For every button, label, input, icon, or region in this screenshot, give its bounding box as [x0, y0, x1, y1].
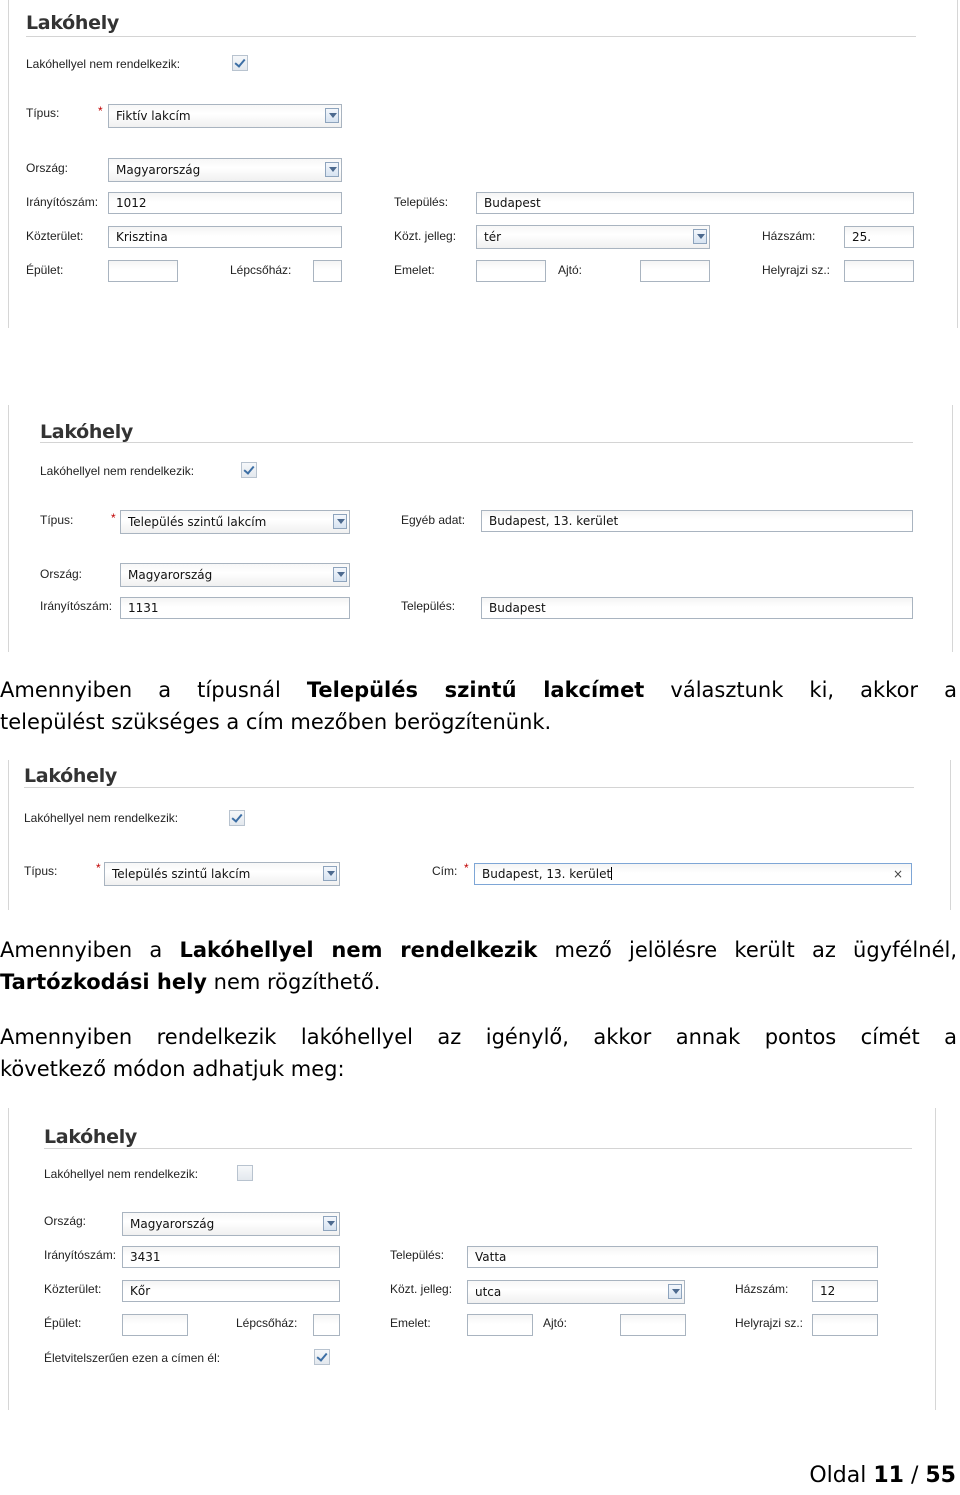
required-mark: * — [464, 861, 469, 875]
building-label: Épület: — [26, 263, 64, 277]
zip-input[interactable]: 1012 — [108, 192, 342, 214]
chevron-down-icon[interactable] — [668, 1284, 682, 1299]
other-data-input[interactable]: Budapest, 13. kerület — [481, 510, 913, 532]
type-select[interactable] — [120, 510, 350, 534]
address-input-value: Budapest, 13. kerület — [482, 867, 612, 881]
lot-label: Helyrajzi sz.: — [762, 263, 831, 277]
bold-term: Tartózkodási hely — [0, 970, 207, 994]
close-icon[interactable]: × — [892, 867, 903, 881]
frame-right-border — [952, 405, 953, 652]
city-input[interactable]: Budapest — [481, 597, 913, 619]
zip-input[interactable]: 1131 — [120, 597, 350, 619]
text-run: Amennyiben a típusnál — [0, 678, 307, 702]
section-title: Lakóhely — [24, 765, 118, 787]
title-divider — [24, 787, 914, 788]
type-label: Típus: — [26, 106, 60, 120]
country-select[interactable] — [120, 563, 350, 587]
no-residence-label: Lakóhellyel nem rendelkezik: — [26, 57, 181, 71]
street-type-select[interactable] — [467, 1280, 685, 1304]
city-label: Település: — [401, 599, 456, 613]
paragraph-telepules-szintu — [0, 674, 957, 738]
lot-input[interactable] — [812, 1314, 878, 1336]
street-type-label: Közt. jelleg: — [390, 1282, 453, 1296]
door-input[interactable] — [640, 260, 710, 282]
frame-left-border — [8, 1108, 9, 1410]
bold-term: Lakóhellyel nem rendelkezik — [179, 938, 538, 962]
floor-input[interactable] — [476, 260, 546, 282]
lives-here-checkbox[interactable] — [314, 1349, 330, 1365]
chevron-down-icon[interactable] — [323, 866, 337, 881]
country-label: Ország: — [26, 161, 69, 175]
chevron-down-icon[interactable] — [323, 1216, 337, 1231]
chevron-down-icon[interactable] — [333, 514, 347, 529]
country-select[interactable] — [108, 158, 342, 182]
paragraph-line — [0, 934, 957, 966]
title-divider — [40, 442, 913, 443]
frame-left-border — [8, 760, 9, 910]
bold-term: Település szintű lakcímet — [306, 678, 645, 702]
country-label: Ország: — [40, 567, 83, 581]
staircase-label: Lépcsőház: — [230, 263, 292, 277]
street-label: Közterület: — [44, 1282, 102, 1296]
street-label: Közterület: — [26, 229, 84, 243]
door-label: Ajtó: — [543, 1316, 568, 1330]
address-input[interactable] — [474, 863, 912, 885]
street-input[interactable]: Krisztina — [108, 226, 342, 248]
country-select-value: Magyarország — [130, 1217, 215, 1231]
footer-separator: / — [903, 1463, 926, 1488]
no-residence-label: Lakóhellyel nem rendelkezik: — [44, 1167, 199, 1181]
text-run: nem rögzíthető. — [206, 970, 381, 994]
paragraph-line: települést szükséges a cím mezőben berögzítenünk. — [0, 710, 552, 734]
lot-input[interactable] — [844, 260, 914, 282]
type-select-value: Fiktív lakcím — [116, 109, 191, 123]
country-label: Ország: — [44, 1214, 87, 1228]
chevron-down-icon[interactable] — [333, 567, 347, 582]
country-select-value: Magyarország — [128, 568, 213, 582]
city-label: Település: — [394, 195, 449, 209]
type-label: Típus: — [40, 513, 74, 527]
no-residence-checkbox[interactable] — [229, 810, 245, 826]
staircase-input[interactable] — [313, 260, 342, 282]
text-run: választunk ki, akkor a — [644, 678, 957, 702]
section-title: Lakóhely — [26, 12, 120, 34]
floor-label: Emelet: — [394, 263, 435, 277]
door-input[interactable] — [620, 1314, 686, 1336]
paragraph-line: Amennyiben rendelkezik lakóhellyel az igénylő, akkor annak pontos címét a — [0, 1025, 957, 1049]
page-number: 11 — [873, 1463, 904, 1488]
frame-right-border — [957, 0, 958, 328]
chevron-down-icon[interactable] — [693, 229, 707, 244]
paragraph-lakohely-nincs — [0, 934, 957, 998]
street-type-value: utca — [475, 1285, 502, 1299]
address-label: Cím: — [432, 864, 458, 878]
house-no-input[interactable]: 12 — [812, 1280, 878, 1302]
building-label: Épület: — [44, 1316, 82, 1330]
required-mark: * — [96, 861, 101, 875]
type-select[interactable] — [108, 104, 342, 128]
street-input[interactable]: Kőr — [122, 1280, 340, 1302]
no-residence-label: Lakóhellyel nem rendelkezik: — [40, 464, 195, 478]
section-title: Lakóhely — [40, 421, 134, 443]
other-data-label: Egyéb adat: — [401, 513, 466, 527]
section-title: Lakóhely — [44, 1126, 138, 1148]
lot-label: Helyrajzi sz.: — [735, 1316, 804, 1330]
required-mark: * — [111, 511, 116, 525]
floor-input[interactable] — [467, 1314, 533, 1336]
screenshot-cim-mezo — [8, 760, 951, 910]
floor-label: Emelet: — [390, 1316, 431, 1330]
city-input[interactable]: Vatta — [467, 1246, 878, 1268]
frame-right-border — [935, 1108, 936, 1410]
no-residence-checkbox[interactable] — [241, 462, 257, 478]
paragraph-line — [0, 966, 957, 998]
zip-label: Irányítószám: — [26, 195, 99, 209]
page-footer — [809, 1463, 956, 1488]
house-no-label: Házszám: — [735, 1282, 789, 1296]
screenshot-fiktiv-lakcim — [8, 0, 958, 328]
no-residence-checkbox[interactable] — [232, 55, 248, 71]
city-label: Település: — [390, 1248, 445, 1262]
no-residence-label: Lakóhellyel nem rendelkezik: — [24, 811, 179, 825]
country-select[interactable] — [122, 1212, 340, 1236]
page-total: 55 — [925, 1463, 956, 1488]
frame-left-border — [8, 405, 9, 652]
street-type-select[interactable] — [476, 225, 710, 249]
building-input[interactable] — [122, 1314, 188, 1336]
paragraph-line: következő módon adhatjuk meg: — [0, 1057, 345, 1081]
type-select-value: Település szintű lakcím — [112, 867, 251, 881]
building-input[interactable] — [108, 260, 178, 282]
house-no-input[interactable]: 25. — [844, 226, 914, 248]
screenshot-telepules-szintu — [8, 405, 953, 652]
lives-here-label: Életvitelszerűen ezen a címen él: — [44, 1351, 221, 1365]
chevron-down-icon[interactable] — [325, 108, 339, 123]
house-no-label: Házszám: — [762, 229, 816, 243]
street-type-value: tér — [484, 230, 502, 244]
zip-input[interactable]: 3431 — [122, 1246, 340, 1268]
required-mark: * — [98, 104, 103, 118]
street-type-label: Közt. jelleg: — [394, 229, 457, 243]
paragraph-pontos-cim — [0, 1021, 957, 1085]
footer-prefix: Oldal — [809, 1463, 874, 1488]
no-residence-checkbox[interactable] — [237, 1165, 253, 1181]
staircase-label: Lépcsőház: — [236, 1316, 298, 1330]
title-divider — [26, 36, 916, 37]
screenshot-pontos-cim — [8, 1108, 936, 1410]
city-input[interactable]: Budapest — [476, 192, 914, 214]
type-label: Típus: — [24, 864, 58, 878]
door-label: Ajtó: — [558, 263, 583, 277]
type-select[interactable] — [104, 862, 340, 886]
text-caret — [611, 867, 612, 880]
frame-right-border — [950, 760, 951, 910]
zip-label: Irányítószám: — [40, 599, 113, 613]
paragraph-line — [0, 674, 957, 706]
zip-label: Irányítószám: — [44, 1248, 117, 1262]
text-run: mező jelölésre került az ügyfélnél, — [537, 938, 958, 962]
title-divider — [44, 1148, 912, 1149]
country-select-value: Magyarország — [116, 163, 201, 177]
type-select-value: Település szintű lakcím — [128, 515, 267, 529]
text-run: Amennyiben a — [0, 938, 180, 962]
frame-left-border — [8, 0, 9, 328]
chevron-down-icon[interactable] — [325, 162, 339, 177]
staircase-input[interactable] — [313, 1314, 340, 1336]
